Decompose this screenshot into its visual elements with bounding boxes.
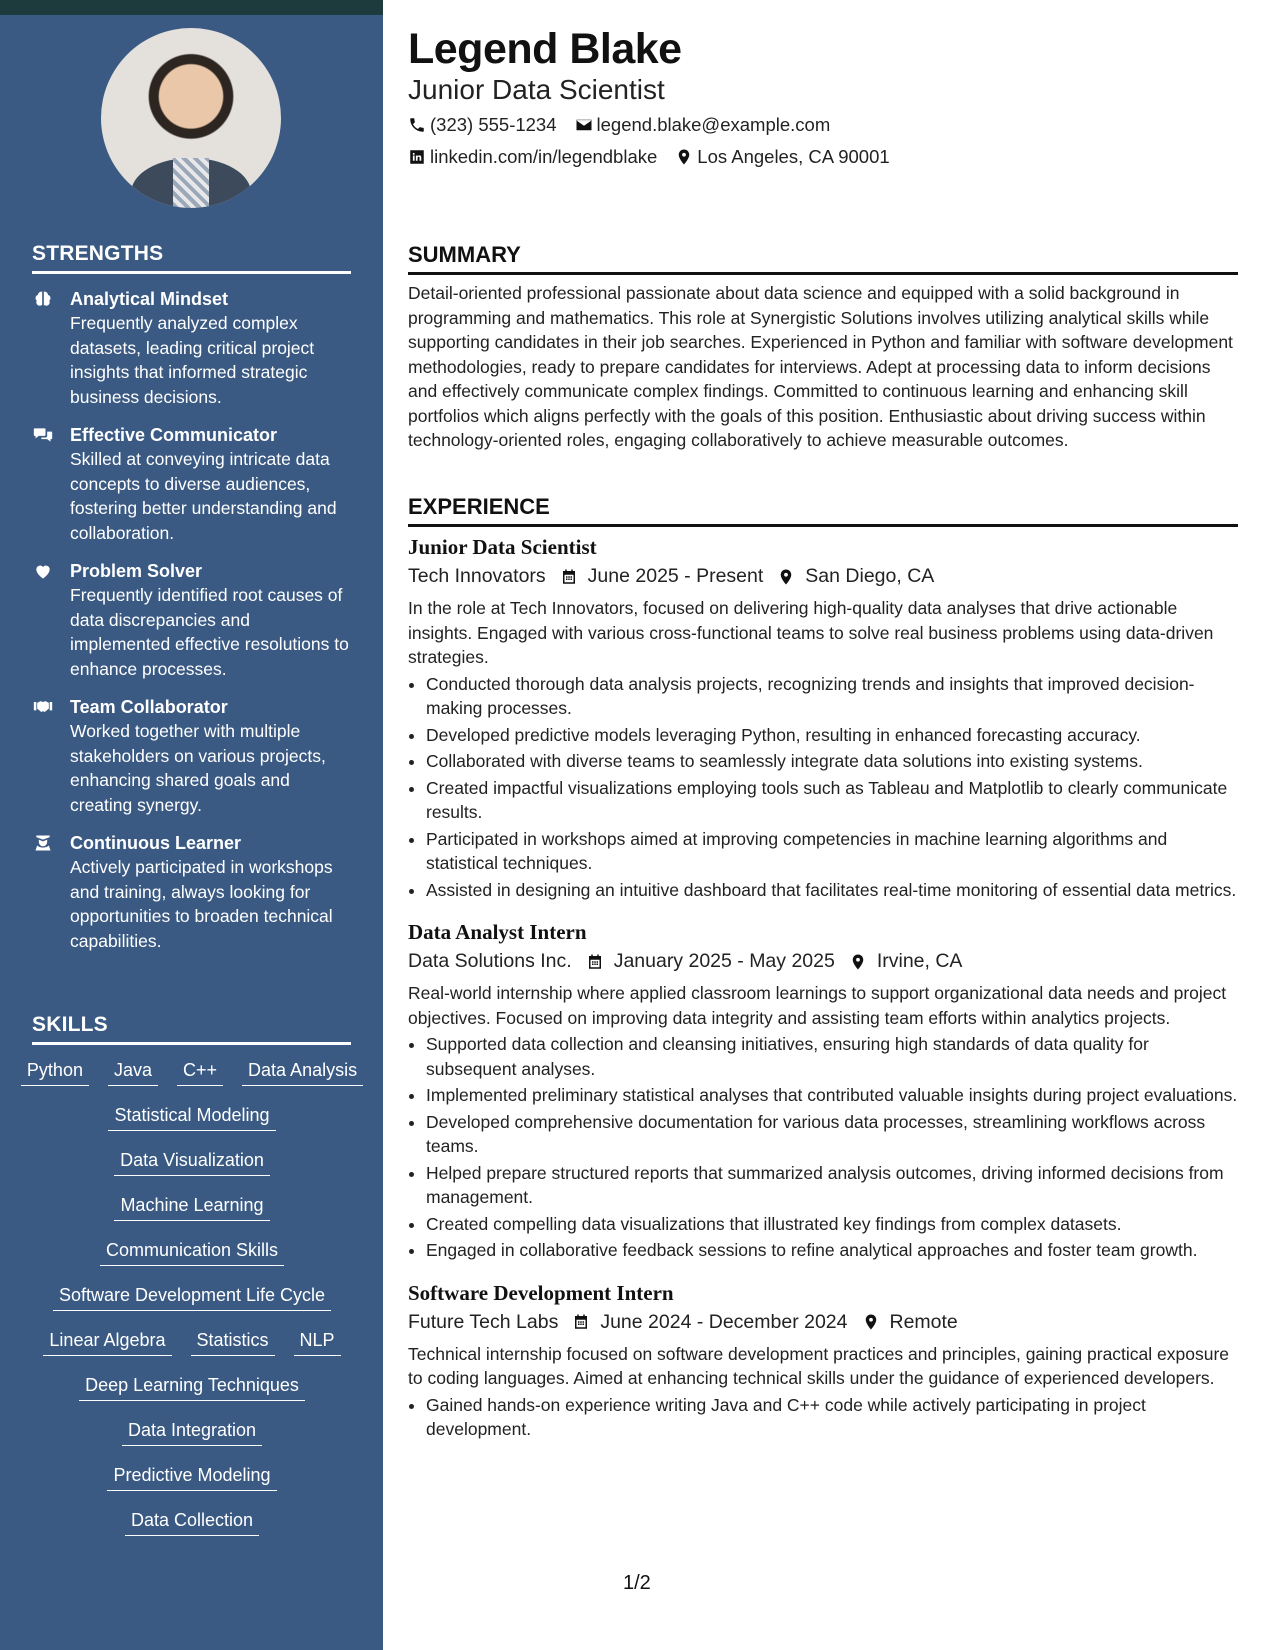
job-dates-text: January 2025 - May 2025 (613, 950, 835, 972)
location-contact (675, 146, 889, 168)
job-bullet: • Participated in workshops aimed at improving competencies in machine learning algorithms and statistical techniques. (426, 827, 1238, 876)
job-dates-text: June 2025 - Present (587, 565, 764, 587)
job-meta (408, 950, 1238, 973)
summary-text: Detail-oriented professional passionate about data science and equipped with a solid background in programming and mathematics. This role at Synergistic Solutions involves utilizing analytical skills while supporting candidates in their job searches. Experienced in Python and familiar with software development methodologies, ready to prepare candidates for interviews. Adept at processing data to inform decisions and effectively communicate complex findings. Committed to continuous learning and enhancing skill portfolios which aligns perfectly with the goals of this position. Enthusiastic about driving success within technology-oriented roles, engaging collaboratively to achieve measurable outcomes. (408, 283, 1233, 450)
skill-tag: NLP (294, 1328, 341, 1356)
job-bullet: • Engaged in collaborative feedback sessions to refine analytical approaches and foster team growth. (426, 1238, 1238, 1263)
job-dates-text: June 2024 - December 2024 (600, 1310, 848, 1333)
experience-list (408, 533, 1238, 1458)
job-company: Tech Innovators (408, 565, 546, 587)
strength-title: Analytical Mindset (70, 289, 229, 309)
skill-row (32, 1103, 352, 1148)
sidebar (0, 0, 383, 1650)
strength-title: Team Collaborator (70, 697, 228, 717)
strength-title: Problem Solver (70, 561, 203, 581)
job-description: Technical internship focused on software development practices and principles, gaining practical exposure to coding languages. Aimed at enhancing technical skills under the guidance of experienced developers. (408, 1343, 1230, 1388)
job-description: Real-world internship where applied classroom learnings to support organizational data needs and project objectives. Focused on improving data integrity and assisting team efforts within analytics projects. (408, 983, 1227, 1028)
phone-icon (408, 116, 426, 134)
skill-tag: Statistics (191, 1328, 275, 1356)
skill-tag: Data Analysis (242, 1058, 363, 1086)
strength-item (32, 695, 352, 817)
email-contact[interactable] (575, 114, 831, 136)
job-bullets (408, 1032, 1238, 1263)
job-company: Data Solutions Inc. (408, 950, 572, 972)
candidate-name: Legend Blake (408, 25, 682, 73)
skill-tag: C++ (177, 1058, 223, 1086)
strength-item (32, 559, 352, 681)
job-description: In the role at Tech Innovators, focused on delivering high-quality data analyses that drive actionable insights. Engaged with various cross-functional teams to solve real business problems using data-driven strategies. (408, 598, 1214, 667)
skill-row (26, 1058, 358, 1103)
contact-line-1 (408, 114, 848, 136)
phone-text: (323) 555-1234 (430, 114, 557, 135)
map-pin-icon (849, 953, 877, 971)
skill-row (32, 1463, 352, 1508)
strength-description: Frequently identified root causes of data discrepancies and implemented effective resolutions to enhance processes. (70, 585, 349, 679)
strengths-list (32, 287, 352, 967)
job-location-text: Remote (889, 1310, 958, 1333)
calendar-icon (586, 953, 614, 971)
skill-row (32, 1193, 352, 1238)
location-text: Los Angeles, CA 90001 (697, 146, 890, 167)
job-entry (408, 533, 1238, 902)
skill-row (32, 1508, 352, 1553)
skill-tag: Data Collection (125, 1508, 259, 1536)
strength-title: Continuous Learner (70, 833, 242, 853)
map-pin-icon (862, 1313, 890, 1331)
strength-title: Effective Communicator (70, 425, 278, 445)
heart-icon (32, 561, 54, 581)
job-title: Software Development Intern (408, 1280, 674, 1305)
job-bullet: • Conducted thorough data analysis projects, recognizing trends and insights that improved decision-making processes. (426, 672, 1238, 721)
job-dates (572, 1311, 847, 1334)
envelope-icon (575, 116, 593, 134)
job-bullets (408, 672, 1238, 903)
skill-tag: Data Visualization (114, 1148, 270, 1176)
map-pin-icon (675, 148, 693, 166)
strength-description: Actively participated in workshops and training, always looking for opportunities to broaden technical capabilities. (70, 857, 333, 951)
skill-row (32, 1148, 352, 1193)
skill-row (32, 1238, 352, 1283)
page-number: 1/2 (623, 1572, 651, 1594)
job-location-text: Irvine, CA (876, 950, 963, 972)
job-location-text: San Diego, CA (805, 565, 935, 587)
job-title: Junior Data Scientist (408, 535, 597, 559)
job-entry (408, 1279, 1238, 1442)
job-bullet: • Created compelling data visualizations that illustrated key findings from complex datasets. (426, 1212, 1238, 1237)
job-bullet: • Gained hands-on experience writing Java and C++ code while actively participating in project development. (426, 1393, 1238, 1442)
job-location (862, 1311, 958, 1334)
strength-description: Frequently analyzed complex datasets, leading critical project insights that informed strategic business decisions. (70, 313, 315, 407)
job-title: Data Analyst Intern (408, 920, 587, 944)
linkedin-contact[interactable] (408, 146, 657, 168)
skill-tag: Python (21, 1058, 89, 1086)
phone-contact (408, 114, 557, 136)
skill-row (32, 1328, 352, 1373)
strengths-heading: STRENGTHS (32, 242, 351, 274)
strength-description: Worked together with multiple stakeholders on various projects, enhancing shared goals and creating synergy. (70, 721, 326, 815)
job-bullets (408, 1393, 1238, 1442)
summary-heading: SUMMARY (408, 242, 1238, 275)
skill-tag: Machine Learning (114, 1193, 269, 1221)
map-pin-icon (777, 568, 805, 586)
skill-tag: Linear Algebra (43, 1328, 171, 1356)
strength-item (32, 831, 352, 953)
skill-tag: Deep Learning Techniques (79, 1373, 305, 1401)
job-bullet: • Implemented preliminary statistical analyses that contributed valuable insights during project evaluations. (426, 1083, 1238, 1108)
calendar-icon (572, 1313, 600, 1331)
profile-photo (101, 28, 281, 208)
graduate-icon (32, 833, 54, 853)
handshake-icon (32, 697, 54, 717)
skills-list (26, 1058, 358, 1553)
strength-item (32, 287, 352, 409)
job-company: Future Tech Labs (408, 1310, 559, 1333)
skill-tag: Java (108, 1058, 158, 1086)
skill-tag: Predictive Modeling (107, 1463, 276, 1491)
skill-tag: Statistical Modeling (108, 1103, 275, 1131)
candidate-title: Junior Data Scientist (408, 74, 665, 105)
contact-line-2 (408, 146, 908, 168)
email-text[interactable]: legend.blake@example.com (596, 114, 831, 135)
job-bullet: • Helped prepare structured reports that summarized analysis outcomes, driving informed decisions from management. (426, 1161, 1238, 1210)
calendar-icon (560, 568, 588, 586)
job-location (777, 565, 934, 588)
job-dates (586, 950, 835, 973)
brain-icon (32, 289, 54, 309)
skill-tag: Software Development Life Cycle (53, 1283, 331, 1311)
strength-description: Skilled at conveying intricate data concepts to diverse audiences, fostering better understanding and collaboration. (70, 449, 337, 543)
linkedin-icon (408, 148, 426, 166)
job-bullet: • Created impactful visualizations employing tools such as Tableau and Matplotlib to clearly communicate results. (426, 776, 1238, 825)
job-location (849, 950, 963, 973)
skill-tag: Data Integration (122, 1418, 262, 1446)
linkedin-text[interactable]: linkedin.com/in/legendblake (430, 146, 658, 167)
job-bullet: • Developed predictive models leveraging Python, resulting in enhanced forecasting accuracy. (426, 723, 1238, 748)
job-bullet: • Supported data collection and cleansing initiatives, ensuring high standards of data quality for subsequent analyses. (426, 1032, 1238, 1081)
skill-row (32, 1283, 352, 1328)
job-entry (408, 918, 1238, 1263)
job-bullet: • Assisted in designing an intuitive dashboard that facilitates real-time monitoring of essential data metrics. (426, 878, 1238, 903)
job-bullet: • Collaborated with diverse teams to seamlessly integrate data solutions into existing systems. (426, 749, 1238, 774)
experience-heading: EXPERIENCE (408, 494, 1238, 527)
top-accent-bar (0, 0, 383, 15)
job-bullet: • Developed comprehensive documentation for various data processes, streamlining workflows across teams. (426, 1110, 1238, 1159)
job-meta (408, 1311, 1238, 1334)
comments-icon (32, 425, 54, 445)
strength-item (32, 423, 352, 545)
skills-heading: SKILLS (32, 1013, 351, 1045)
skill-tag: Communication Skills (100, 1238, 284, 1266)
skill-row (32, 1418, 352, 1463)
skill-row (32, 1373, 352, 1418)
job-meta (408, 565, 1238, 588)
job-dates (560, 565, 764, 588)
